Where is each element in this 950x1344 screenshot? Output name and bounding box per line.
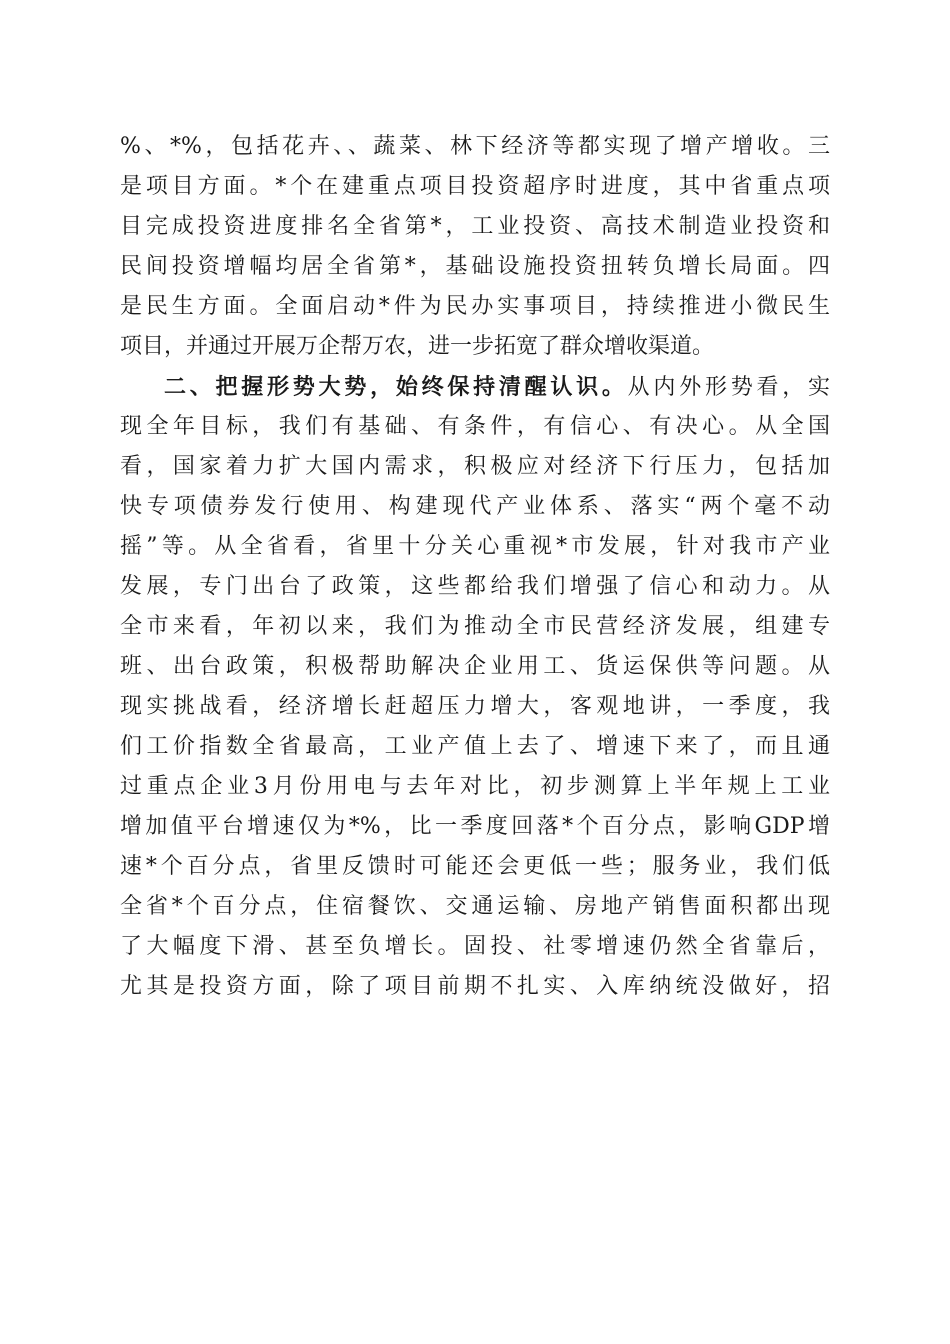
text-line: 摇”等。从全省看，省里十分关心重视*市发展，针对我市产业 [120, 534, 830, 559]
section-heading: 二、把握形势大势，始终保持清醒认识。 [164, 374, 628, 400]
text-run: 从内外形势看，实 [627, 375, 830, 400]
text-line: 过重点企业3月份用电与去年对比，初步测算上半年规上工业 [120, 774, 830, 799]
text-line: 目完成投资进度排名全省第*，工业投资、高技术制造业投资和 [120, 214, 830, 239]
text-line: 是项目方面。*个在建重点项目投资超序时进度，其中省重点项 [120, 174, 830, 199]
text-line: %、*%，包括花卉、、蔬菜、林下经济等都实现了增产增收。三 [120, 134, 830, 159]
text-line: 们工价指数全省最高，工业产值上去了、增速下来了，而且通 [120, 734, 830, 759]
section-heading-line [120, 367, 830, 407]
text-line: 全省*个百分点，住宿餐饮、交通运输、房地产销售面积都出现 [120, 894, 830, 919]
text-line: 增加值平台增速仅为*%，比一季度回落*个百分点，影响GDP增 [120, 814, 830, 839]
text-line: 民间投资增幅均居全省第*，基础设施投资扭转负增长局面。四 [120, 254, 830, 279]
text-line: 看，国家着力扩大国内需求，积极应对经济下行压力，包括加 [120, 454, 830, 479]
text-line: 发展，专门出台了政策，这些都给我们增强了信心和动力。从 [120, 574, 830, 599]
text-line: 班、出台政策，积极帮助解决企业用工、货运保供等问题。从 [120, 654, 830, 679]
text-line: 了大幅度下滑、甚至负增长。固投、社零增速仍然全省靠后， [120, 934, 830, 959]
text-line: 全市来看，年初以来，我们为推动全市民营经济发展，组建专 [120, 614, 830, 639]
body-text [120, 127, 830, 1007]
text-line: 速*个百分点，省里反馈时可能还会更低一些；服务业，我们低 [120, 854, 830, 879]
text-line: 尤其是投资方面，除了项目前期不扎实、入库纳统没做好，招 [120, 974, 830, 999]
text-line: 项目，并通过开展万企帮万农，进一步拓宽了群众增收渠道。 [120, 334, 715, 359]
text-line: 现实挑战看，经济增长赶超压力增大，客观地讲，一季度，我 [120, 694, 830, 719]
text-line: 快专项债券发行使用、构建现代产业体系、落实“两个毫不动 [120, 494, 830, 519]
text-line: 现全年目标，我们有基础、有条件，有信心、有决心。从全国 [120, 414, 830, 439]
text-line: 是民生方面。全面启动*件为民办实事项目，持续推进小微民生 [120, 294, 830, 319]
